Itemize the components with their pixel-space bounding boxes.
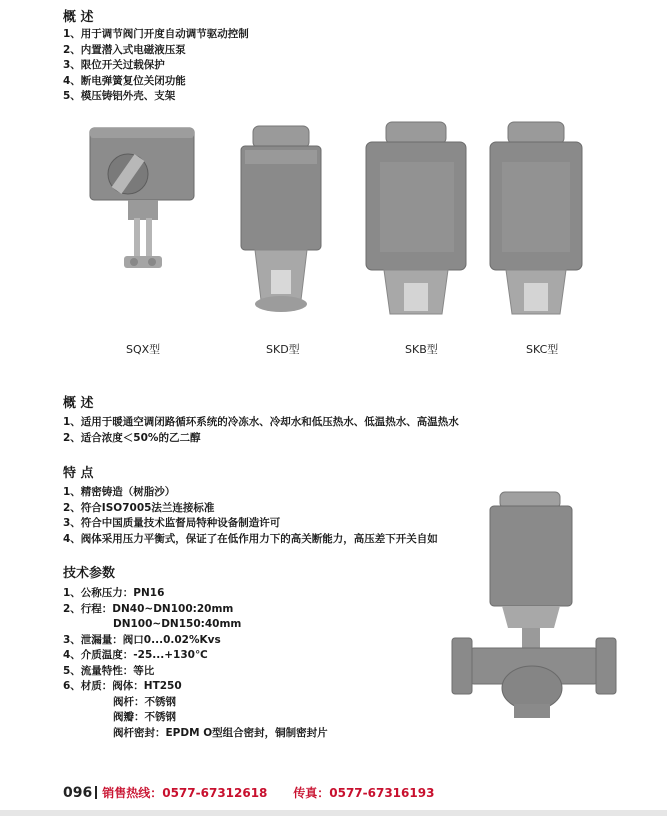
fax-number: 传真：0577-67316193 <box>293 786 435 800</box>
section-title-overview-2: 概 述 <box>63 396 94 411</box>
overview-list <box>63 27 249 105</box>
list-item: 4、介质温度：-25...+130℃ <box>63 649 208 661</box>
list-item: 1、精密铸造（树脂沙） <box>63 486 176 498</box>
list-item: 1、用于调节阀门开度自动调节驱动控制 <box>63 28 249 40</box>
list-item: 阀瓣：不锈钢 <box>113 711 176 723</box>
footer-divider <box>95 786 97 799</box>
product-label-sqx: SQX型 <box>126 343 161 356</box>
footer <box>63 784 434 801</box>
list-item: 6、材质：阀体：HT250 <box>63 680 182 692</box>
list-item: 2、符合ISO7005法兰连接标准 <box>63 501 215 514</box>
list-item: 5、流量特性：等比 <box>63 664 155 677</box>
list-item: 3、泄漏量：阀口0...0.02%Kvs <box>63 633 221 646</box>
product-label-skb: SKB型 <box>405 343 438 356</box>
features-list <box>63 485 438 547</box>
product-label-skd: SKD型 <box>266 343 300 356</box>
list-item: 2、适合浓度＜50%的乙二醇 <box>63 431 201 444</box>
valve-assembly-image <box>450 488 620 723</box>
list-item: 4、断电弹簧复位关闭功能 <box>63 74 186 87</box>
list-item: 2、行程：DN40~DN100:20mm <box>63 602 234 615</box>
list-item: 阀杆：不锈钢 <box>113 695 176 708</box>
list-item: DN100~DN150:40mm <box>113 618 242 630</box>
section-title-specs: 技术参数 <box>63 566 116 581</box>
sales-hotline: 销售热线：0577-67312618 <box>102 786 268 800</box>
bottom-bar <box>0 810 667 816</box>
section-title-features: 特 点 <box>63 466 94 481</box>
page-number: 096 <box>63 785 93 801</box>
list-item: 5、模压铸铝外壳、支架 <box>63 90 176 102</box>
section-title-overview: 概 述 <box>63 10 94 25</box>
list-item: 4、阀体采用压力平衡式，保证了在低作用力下的高关断能力，高压差下开关自如 <box>63 532 438 545</box>
skb-actuator-image <box>360 118 472 323</box>
list-item: 1、公称压力：PN16 <box>63 587 165 599</box>
list-item: 3、限位开关过载保护 <box>63 59 165 71</box>
skd-actuator-image <box>235 120 327 320</box>
list-item: 3、符合中国质量技术监督局特种设备制造许可 <box>63 517 281 529</box>
overview-list-2 <box>63 415 459 446</box>
product-label-skc: SKC型 <box>526 343 559 356</box>
list-item: 2、内置潜入式电磁液压泵 <box>63 43 186 56</box>
skc-actuator-image <box>486 118 586 323</box>
list-item: 阀杆密封：EPDM O型组合密封，铜制密封片 <box>113 726 328 739</box>
specs-list <box>63 586 328 741</box>
list-item: 1、适用于暖通空调闭路循环系统的冷冻水、冷却水和低压热水、低温热水、高温热水 <box>63 416 459 428</box>
sqx-actuator-image <box>88 122 198 322</box>
